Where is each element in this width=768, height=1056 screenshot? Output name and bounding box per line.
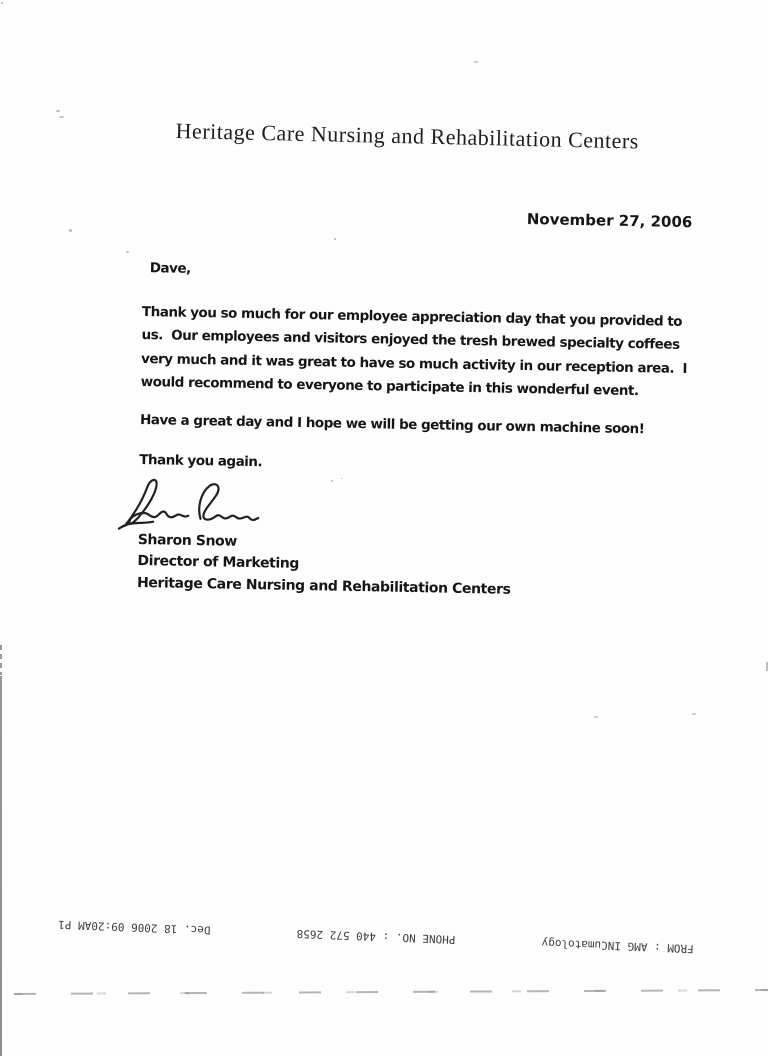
paragraph-1 (140, 300, 702, 404)
fax-timestamp: Dec. 18 2006 09:20AM P1 (58, 918, 211, 938)
salutation: Dave, (149, 260, 191, 277)
paragraph-1-line: would recommend to everyone to participate in this wonderful event. (140, 373, 639, 400)
scan-left-edge-dashes (0, 645, 2, 675)
scan-speck (341, 478, 343, 479)
letter-date: November 27, 2006 (526, 210, 693, 232)
scan-speck (59, 116, 64, 118)
scan-speck (474, 61, 478, 63)
paragraph-1-line: us. Our employees and visitors enjoyed the tresh brewed specialty coffees (141, 326, 680, 353)
signature-icon (117, 474, 260, 534)
paragraph-1-line: Thank you so much for our employee appreciation day that you provided to (141, 303, 683, 330)
fax-phone-number: PHONE NO. : 440 572 2658 (296, 927, 456, 947)
scan-speck (1, 2, 3, 4)
scan-speck (69, 229, 72, 232)
signoff-block (137, 529, 698, 604)
scan-speck (331, 480, 333, 482)
scan-bottom-dashed-line (14, 989, 768, 995)
signoff-name: Sharon Snow (137, 531, 238, 550)
paragraph-1-line: very much and it was great to have so much activity in our reception area. I (140, 350, 688, 377)
signoff-organization: Heritage Care Nursing and Rehabilitation Centers (136, 574, 511, 598)
scan-speck (126, 251, 129, 253)
scan-speck (692, 713, 696, 715)
fax-from: FROM : AMG INCumatology (541, 936, 695, 956)
scan-speck (56, 110, 60, 112)
scan-speck (334, 238, 336, 240)
signoff-title: Director of Marketing (137, 552, 300, 572)
scan-left-edge-line (0, 676, 2, 1056)
closing-line: Thank you again. (139, 451, 263, 471)
scan-speck (594, 716, 598, 718)
letter-body (137, 257, 703, 604)
fax-transmission-header (58, 916, 694, 958)
paragraph-2: Have a great day and I hope we will be getting our own machine soon! (139, 411, 645, 437)
letterhead-title: Heritage Care Nursing and Rehabilitation Centers (175, 118, 640, 154)
